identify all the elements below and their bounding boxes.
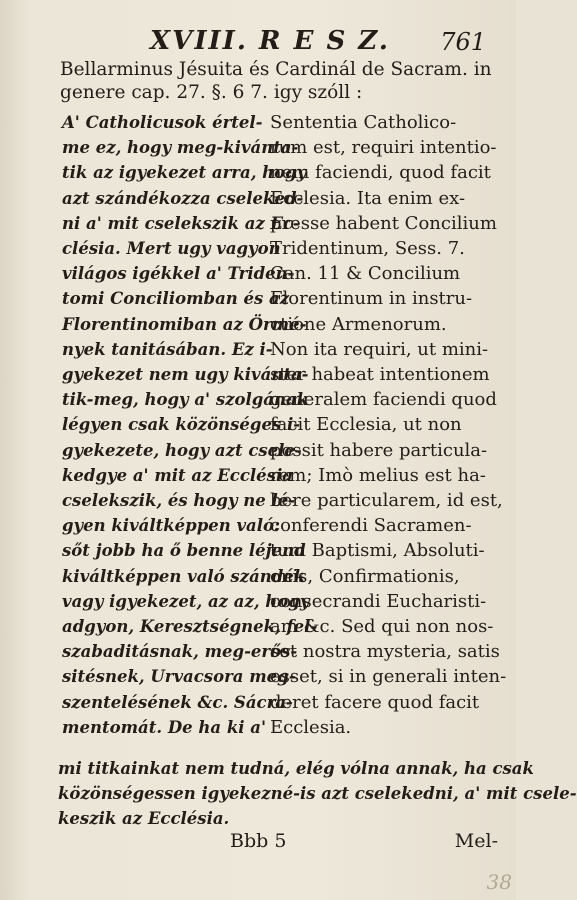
text-line: Bellarminus Jésuita és Cardinál de Sacram. in <box>60 59 492 80</box>
text-line: conferendi Sacramen- <box>270 515 472 537</box>
text-line: Tridentinum, Sess. 7. <box>270 238 465 260</box>
text-line: kiváltképpen való szándék <box>62 566 306 586</box>
text-line: set nostra mysteria, satis <box>270 641 500 663</box>
text-line: keszik az Ecclésia. <box>58 809 230 828</box>
text-line: mi titkainkat nem tudná, elég vólna annak, ha csak <box>58 759 534 778</box>
text-line: rum est, requiri intentio- <box>270 137 497 159</box>
text-line: adgyon, Keresztségnek, fel- <box>62 617 318 637</box>
text-line: ni a' mit cselekszik az Ec- <box>62 213 301 233</box>
text-line: Non ita requiri, ut mini- <box>270 338 489 360</box>
text-line: Ecclesia. <box>270 716 352 738</box>
margin-pencil-mark: 38 <box>486 870 512 894</box>
signature-mark: Bbb 5 <box>230 830 287 852</box>
text-line: esset, si in generali inten- <box>270 666 507 688</box>
text-line: mentomát. De ha ki a' <box>62 717 267 737</box>
page-number: 761 <box>440 28 486 56</box>
page-footer <box>0 830 516 860</box>
text-line: Can. 11 & Concilium <box>270 263 461 285</box>
text-line: am &c. Sed qui non nos- <box>270 616 494 638</box>
text-line: genere cap. 27. §. 6 7. igy szóll : <box>60 82 363 103</box>
text-line: Ecclesia. Ita enim ex- <box>270 187 466 209</box>
text-line: sitésnek, Urvacsora meg- <box>62 667 296 687</box>
text-line: vagy igyekezet, az az, hogy <box>62 591 310 611</box>
text-line: szentelésének &c. Sácra- <box>62 692 293 712</box>
text-line: nem faciendi, quod facit <box>270 162 491 184</box>
text-line: me ez, hogy meg-kivánta- <box>62 138 299 158</box>
running-header <box>150 26 496 58</box>
text-line: ster habeat intentionem <box>270 364 490 386</box>
text-line: tum Baptismi, Absoluti- <box>270 540 485 562</box>
text-line: presse habent Concilium <box>270 212 497 234</box>
text-line: tik az igyekezet arra, hogy <box>62 163 307 183</box>
text-line: consecrandi Eucharisti- <box>270 590 487 612</box>
latin-column <box>270 110 507 740</box>
text-line: Florentinum in instru- <box>270 288 473 310</box>
text-line: rem; Imò melius est ha- <box>270 464 486 486</box>
text-line: közönségessen igyekezné-is azt cselekedni, a' mit csele- <box>58 784 577 803</box>
text-line: bere particularem, id est, <box>270 490 503 512</box>
text-line: tik-meg, hogy a' szolgának <box>62 390 309 410</box>
text-line: clésia. Mert ugy vagyon <box>62 239 281 259</box>
intro-paragraph <box>60 58 492 104</box>
text-line: tomi Conciliomban és az <box>62 289 290 309</box>
text-line: légyen csak közönséges i- <box>62 415 301 435</box>
text-line: kedgye a' mit az Ecclésia <box>62 465 293 485</box>
text-line: cselekszik, és hogy ne lé- <box>62 491 296 511</box>
text-line: deret facere quod facit <box>270 691 480 713</box>
text-line: Sententia Catholico- <box>270 112 457 133</box>
text-line: gyekezete, hogy azt csele- <box>62 440 302 460</box>
text-line: sőt jobb ha ő benne léjend <box>62 541 306 561</box>
text-line: Florentinomiban az Örmé- <box>62 314 307 334</box>
text-line: facit Ecclesia, ut non <box>270 414 462 436</box>
text-line: possit habere particula- <box>270 439 488 461</box>
text-line: azt szándékozza cseleked- <box>62 188 304 208</box>
text-line: nyek tanitásában. Ez i- <box>62 339 273 359</box>
text-line: A' Catholicusok értel- <box>62 113 263 132</box>
catchword: Mel- <box>454 830 498 852</box>
text-line: világos igékkel a' Triden- <box>62 264 295 284</box>
text-line: gyen kiváltképpen való: <box>62 516 281 536</box>
chapter-title: XVIII. R E S Z. <box>150 26 390 56</box>
text-line: gyekezet nem ugy kivánta- <box>62 365 309 385</box>
text-line: onis, Confirmationis, <box>270 565 460 587</box>
text-line: generalem faciendi quod <box>270 389 497 411</box>
text-line: ctione Armenorum. <box>270 313 447 335</box>
text-line: szabaditásnak, meg-erős- <box>62 642 298 662</box>
continuation-paragraph <box>58 756 577 831</box>
